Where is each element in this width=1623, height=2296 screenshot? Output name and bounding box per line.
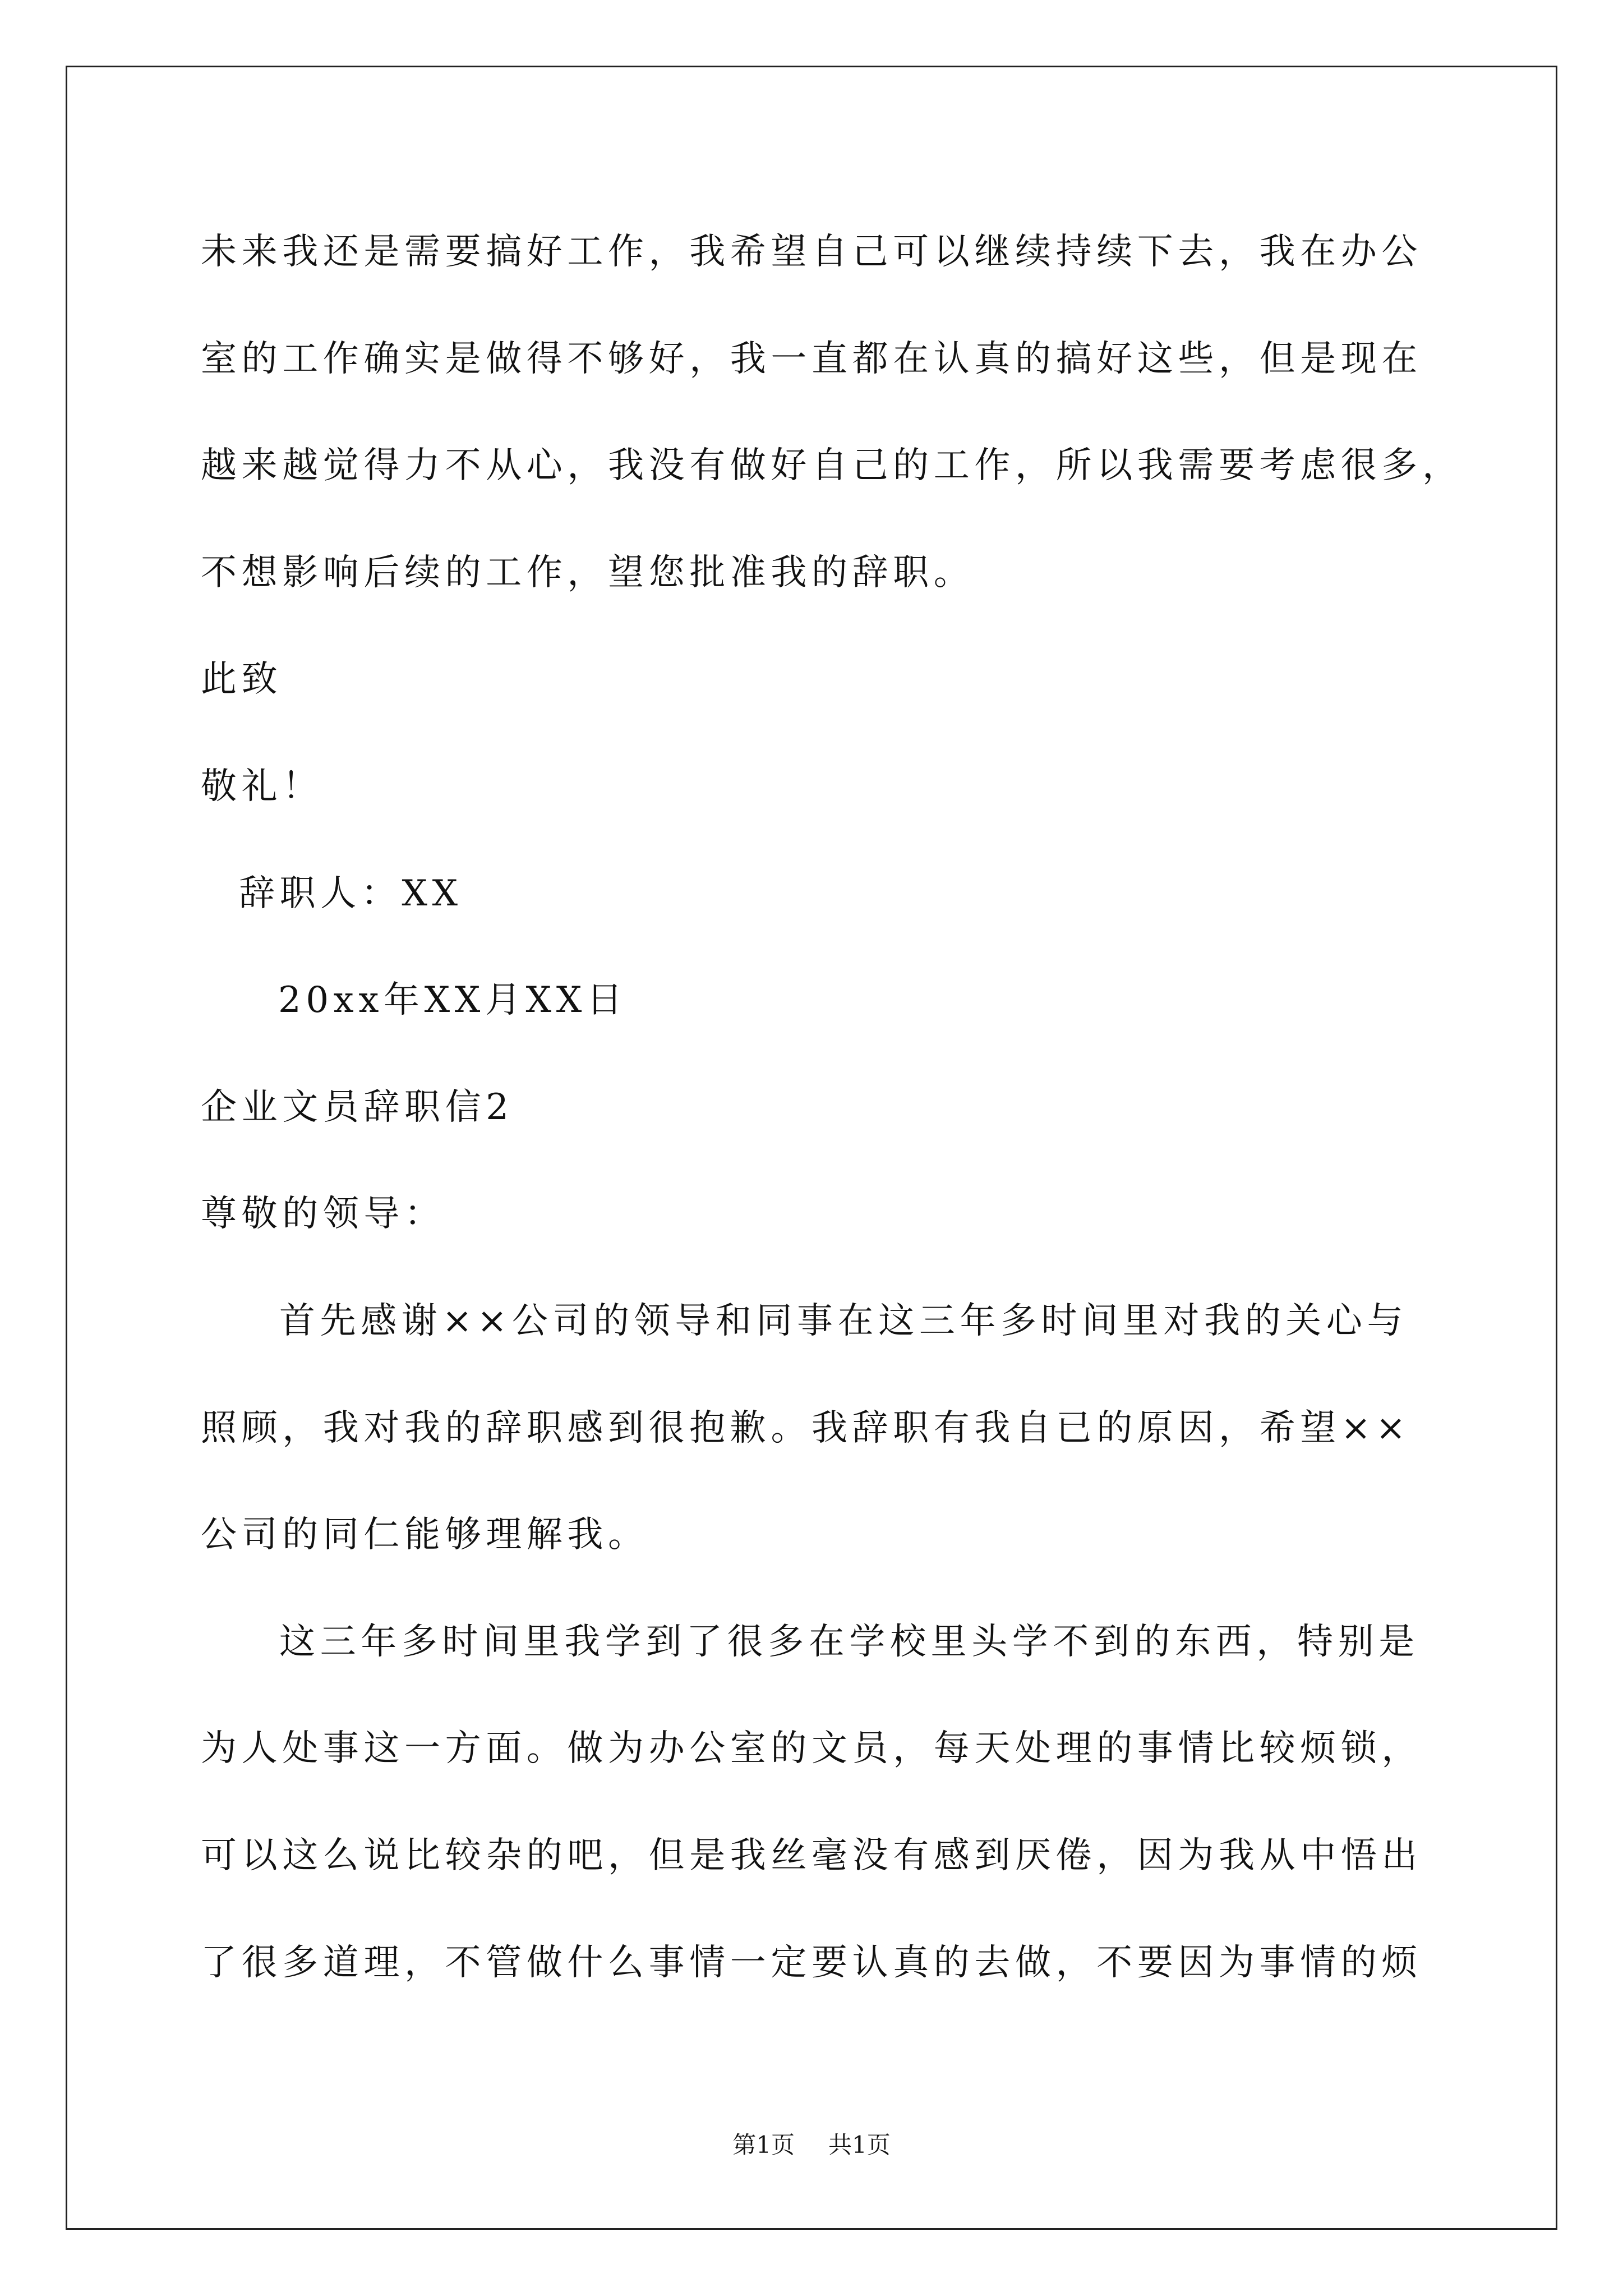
paragraph-line: 为人处事这一方面。做为办公室的文员，每天处理的事情比较烦锁， bbox=[201, 1728, 1422, 1770]
paragraph-line: 不想影响后续的工作，望您批准我的辞职。 bbox=[201, 551, 975, 593]
paragraph-line: 了很多道理，不管做什么事情一定要认真的去做，不要因为事情的烦 bbox=[201, 1941, 1422, 1984]
document-body bbox=[201, 199, 1536, 2016]
page-total: 共1页 bbox=[828, 2131, 891, 2159]
paragraph-line: 首先感谢××公司的领导和同事在这三年多时间里对我的关心与 bbox=[279, 1300, 1408, 1342]
salutation: 尊敬的领导： bbox=[201, 1193, 445, 1235]
paragraph-line: 照顾，我对我的辞职感到很抱歉。我辞职有我自已的原因，希望×× bbox=[201, 1407, 1411, 1449]
closing-salute: 敬礼！ bbox=[201, 765, 323, 807]
paragraph-line: 这三年多时间里我学到了很多在学校里头学不到的东西，特别是 bbox=[279, 1621, 1419, 1663]
paragraph-line: 未来我还是需要搞好工作，我希望自己可以继续持续下去，我在办公 bbox=[201, 231, 1422, 273]
signature-line: 辞职人：XX bbox=[239, 872, 463, 914]
page-number: 第1页 bbox=[732, 2131, 795, 2159]
letter-title: 企业文员辞职信2 bbox=[201, 1086, 514, 1128]
paragraph-line: 公司的同仁能够理解我。 bbox=[201, 1514, 649, 1556]
paragraph-line: 可以这么说比较杂的吧，但是我丝毫没有感到厌倦，因为我从中悟出 bbox=[201, 1834, 1422, 1876]
paragraph-line: 室的工作确实是做得不够好，我一直都在认真的搞好这些，但是现在 bbox=[201, 338, 1422, 380]
date-line: 20xx年XX月XX日 bbox=[278, 979, 628, 1022]
paragraph-line: 越来越觉得力不从心，我没有做好自己的工作，所以我需要考虑很多， bbox=[201, 445, 1463, 487]
closing-line: 此致 bbox=[201, 659, 283, 701]
page-footer bbox=[0, 2127, 1623, 2163]
